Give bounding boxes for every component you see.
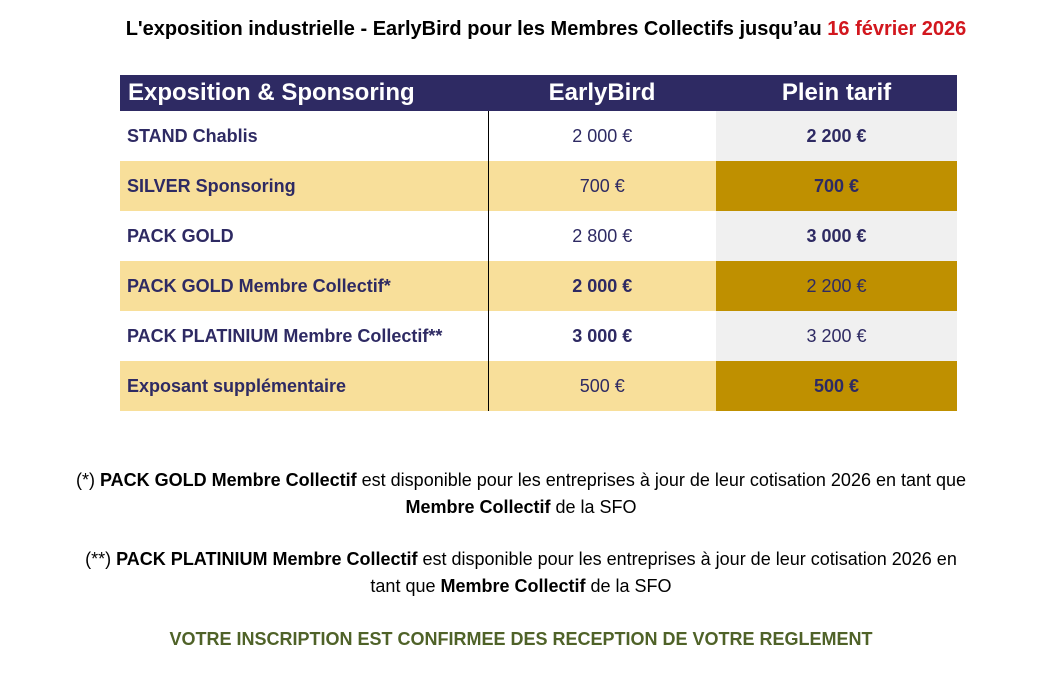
footnote-suffix: de la SFO bbox=[550, 497, 637, 517]
page-title bbox=[0, 18, 1042, 41]
title-date: 16 février 2026 bbox=[827, 18, 967, 40]
row-label: Exposant supplémentaire bbox=[120, 361, 488, 411]
table-row bbox=[120, 361, 957, 411]
pricing-table bbox=[120, 75, 957, 411]
table-row bbox=[120, 261, 957, 311]
title-text: L'exposition industrielle - EarlyBird pour les Membres Collectifs jusqu’au bbox=[125, 18, 822, 40]
footnote-membership: Membre Collectif bbox=[405, 497, 551, 517]
table-header-row bbox=[120, 75, 957, 111]
footnote-text: est disponible pour les entreprises à jour de leur cotisation 2026 en tant que bbox=[356, 470, 967, 490]
footnote-product: PACK PLATINIUM Membre Collectif bbox=[116, 549, 418, 569]
header-earlybird: EarlyBird bbox=[488, 75, 716, 111]
table-row bbox=[120, 161, 957, 211]
footnote-gold bbox=[0, 467, 1042, 521]
table-row bbox=[120, 111, 957, 161]
footnote-product: PACK GOLD Membre Collectif bbox=[99, 470, 357, 490]
footnote-suffix: de la SFO bbox=[585, 576, 672, 596]
row-label: SILVER Sponsoring bbox=[120, 161, 488, 211]
footnote-text: est disponible pour les entreprises à jour de leur cotisation 2026 en bbox=[417, 549, 957, 569]
row-label: PACK GOLD Membre Collectif* bbox=[120, 261, 488, 311]
table-row bbox=[120, 311, 957, 361]
plein-price: 2 200 € bbox=[716, 261, 957, 311]
row-label: PACK PLATINIUM Membre Collectif** bbox=[120, 311, 488, 361]
table-row bbox=[120, 211, 957, 261]
earlybird-price: 3 000 € bbox=[488, 311, 716, 361]
earlybird-price: 500 € bbox=[488, 361, 716, 411]
confirmation-notice: VOTRE INSCRIPTION EST CONFIRMEE DES RECEPTION DE VOTRE REGLEMENT bbox=[169, 629, 873, 649]
plein-price: 3 200 € bbox=[716, 311, 957, 361]
plein-price: 700 € bbox=[716, 161, 957, 211]
header-exposition: Exposition & Sponsoring bbox=[120, 75, 488, 111]
row-label: STAND Chablis bbox=[120, 111, 488, 161]
footnote-platinium bbox=[0, 546, 1042, 600]
footnote-text-2: tant que bbox=[370, 576, 441, 596]
header-plein-tarif: Plein tarif bbox=[716, 75, 957, 111]
earlybird-price: 2 000 € bbox=[488, 111, 716, 161]
row-label: PACK GOLD bbox=[120, 211, 488, 261]
earlybird-price: 700 € bbox=[488, 161, 716, 211]
footnote-membership: Membre Collectif bbox=[440, 576, 586, 596]
plein-price: 2 200 € bbox=[716, 111, 957, 161]
earlybird-price: 2 800 € bbox=[488, 211, 716, 261]
footnote-prefix: (**) bbox=[85, 549, 117, 569]
plein-price: 3 000 € bbox=[716, 211, 957, 261]
footnote-prefix: (*) bbox=[75, 470, 100, 490]
earlybird-price: 2 000 € bbox=[488, 261, 716, 311]
plein-price: 500 € bbox=[716, 361, 957, 411]
